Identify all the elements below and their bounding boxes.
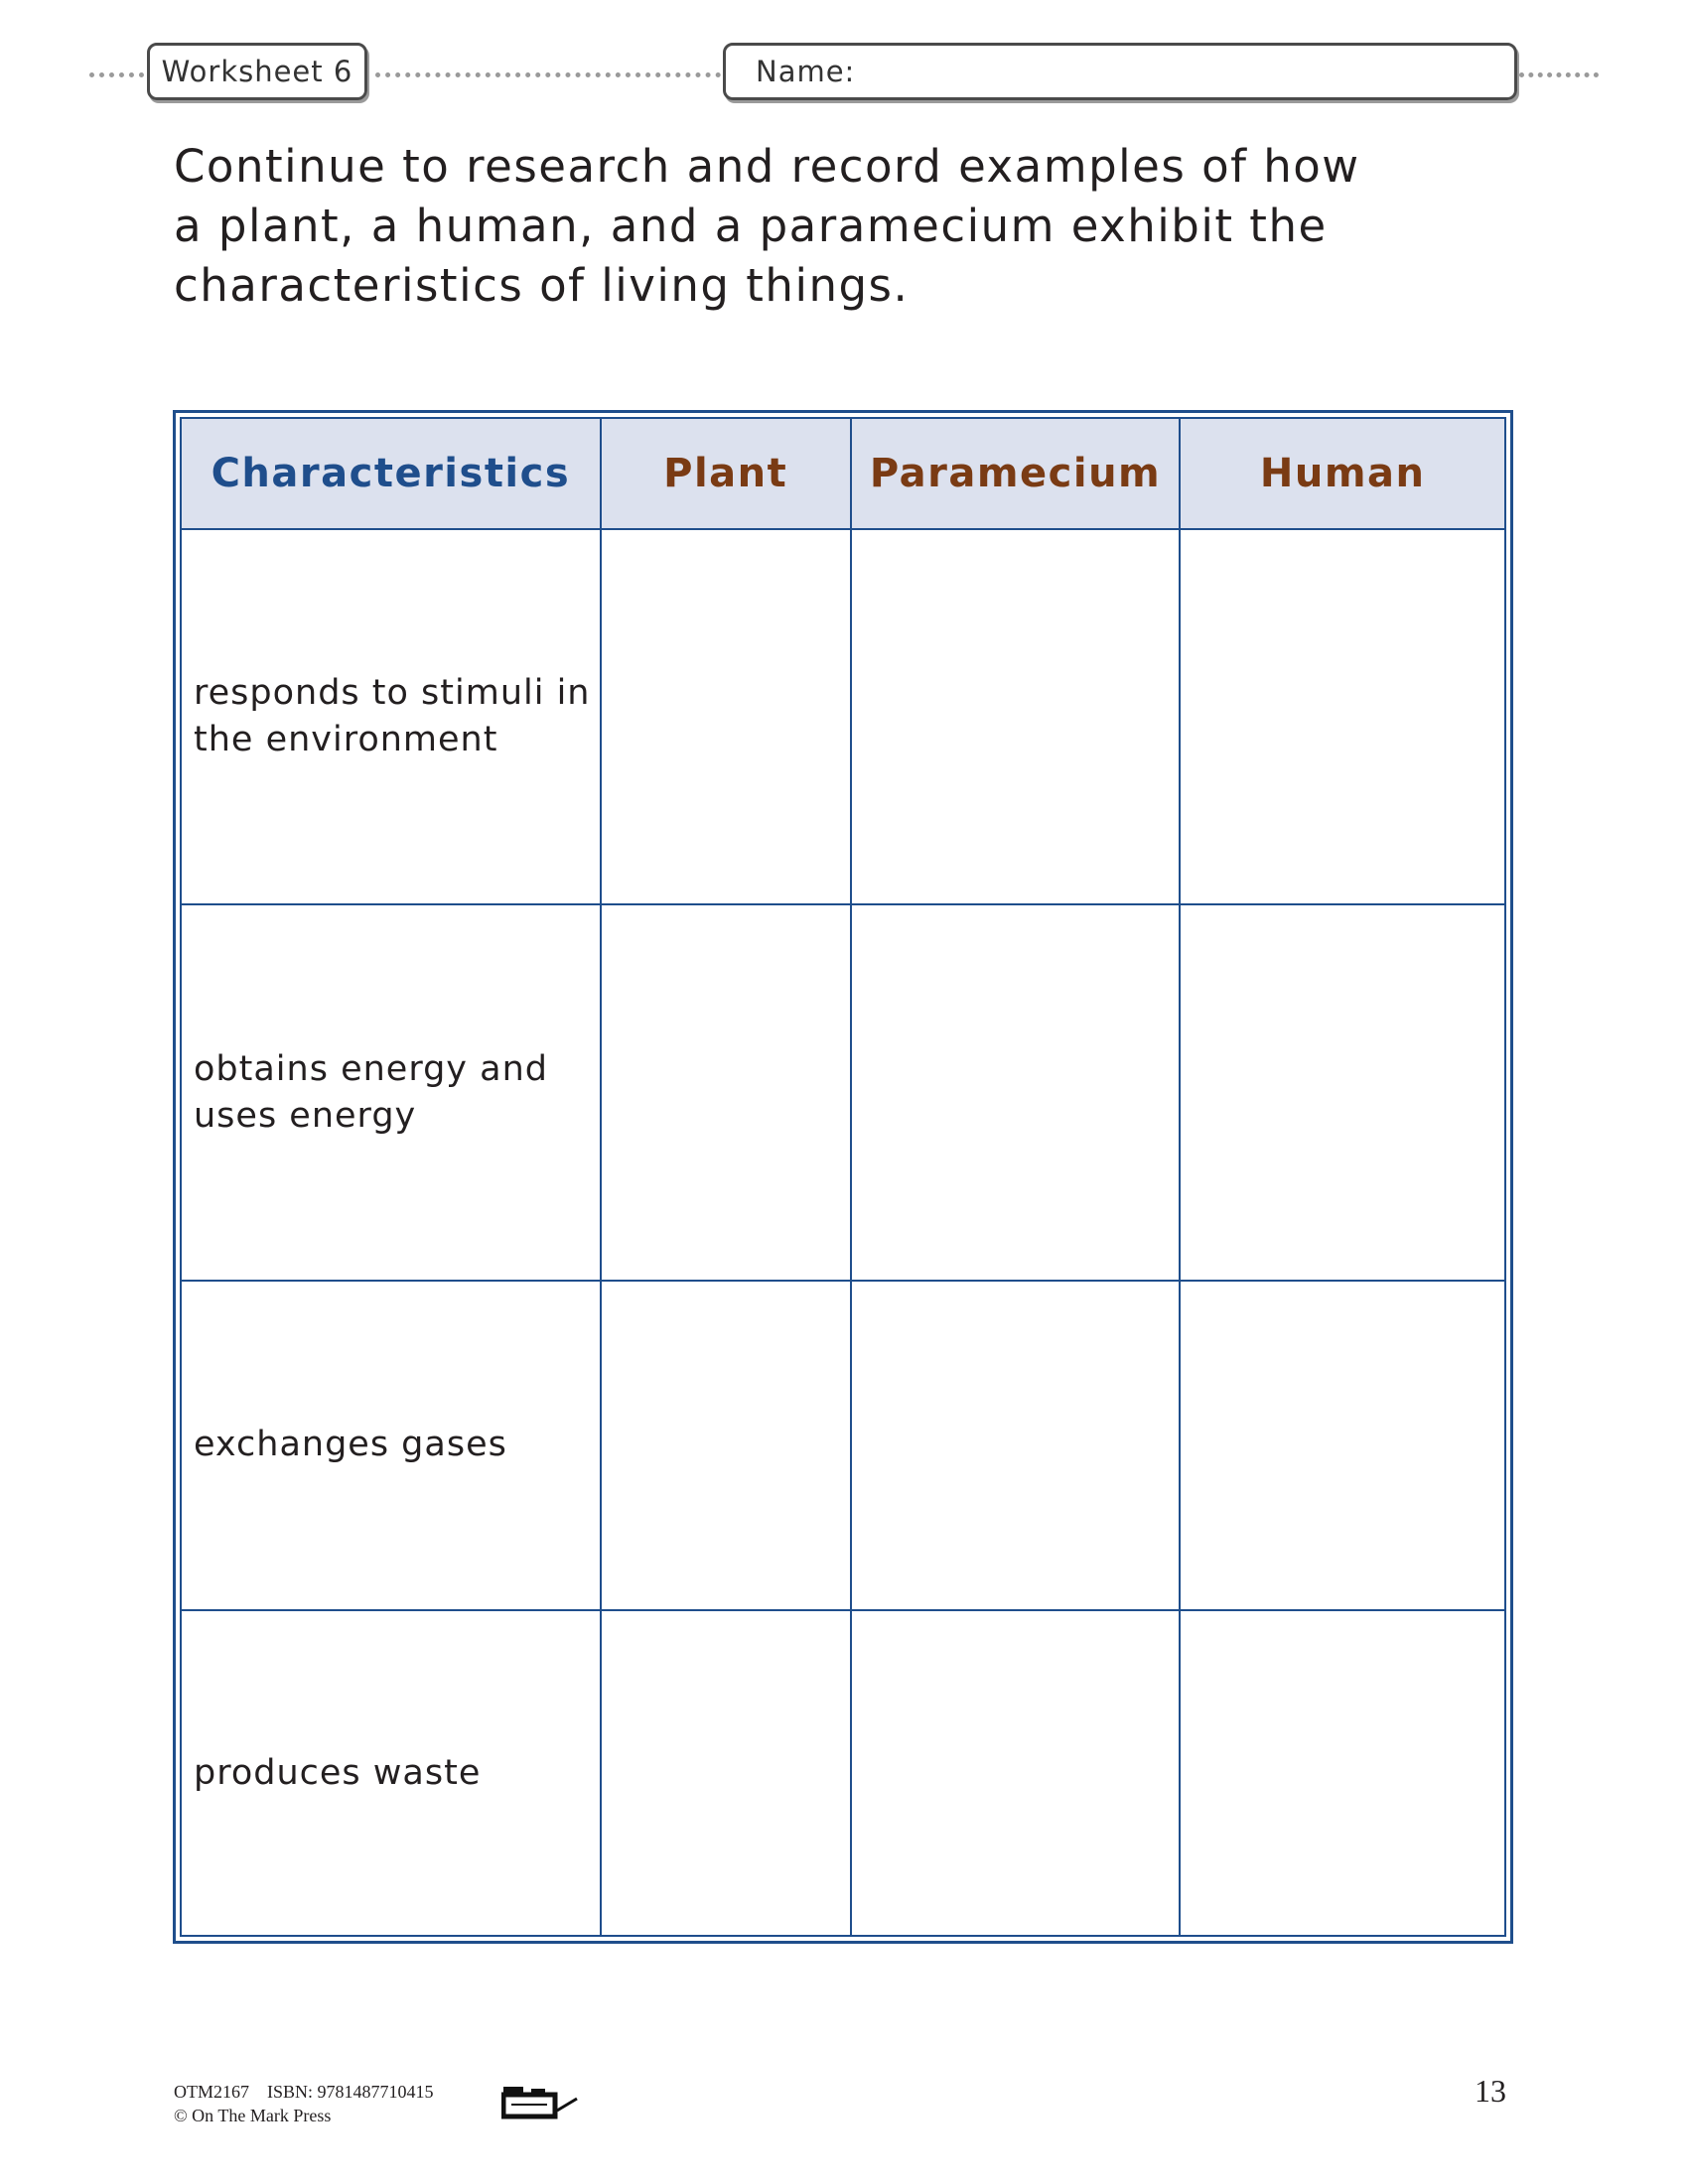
footer-code-isbn: OTM2167 ISBN: 9781487710415 [174,2082,434,2102]
characteristic-cell [181,529,601,904]
characteristic-cell [181,1281,601,1610]
human-answer-cell[interactable] [1180,1610,1505,1936]
dotted-rule-left [89,72,144,77]
paramecium-answer-cell[interactable] [851,1610,1181,1936]
characteristics-table [173,410,1513,1944]
characteristic-text-line-1: responds to stimuli in [194,673,591,714]
worksheet-label: Worksheet 6 [147,43,367,100]
human-answer-cell[interactable] [1180,1281,1505,1610]
plant-answer-cell[interactable] [601,1281,851,1610]
name-label: Name: [756,55,856,88]
human-answer-cell[interactable] [1180,529,1505,904]
header-human: Human [1180,418,1505,529]
human-answer-cell[interactable] [1180,904,1505,1280]
name-field[interactable] [723,43,1517,100]
paramecium-answer-cell[interactable] [851,529,1181,904]
header-paramecium: Paramecium [851,418,1181,529]
plant-answer-cell[interactable] [601,1610,851,1936]
paramecium-answer-cell[interactable] [851,904,1181,1280]
characteristic-text-line-1: produces waste [194,1752,482,1793]
characteristic-text-line-2: uses energy [194,1095,417,1136]
paramecium-answer-cell[interactable] [851,1281,1181,1610]
characteristic-text-line-1: exchanges gases [194,1425,507,1465]
characteristic-cell [181,904,601,1280]
dotted-rule-middle [375,72,721,77]
header-characteristics: Characteristics [181,418,601,529]
table-row [181,1610,1505,1936]
footer-publisher-info [174,2080,434,2127]
table-header-row [181,418,1505,529]
characteristic-text-line-2: the environment [194,720,498,760]
dotted-rule-right [1519,72,1599,77]
table-row [181,1281,1505,1610]
table-row [181,904,1505,1280]
instructions [174,137,1415,316]
plant-answer-cell[interactable] [601,529,851,904]
header-plant: Plant [601,418,851,529]
instructions-line-2: a plant, a human, and a paramecium exhibit the [174,200,1328,252]
characteristic-cell [181,1610,601,1936]
plant-answer-cell[interactable] [601,904,851,1280]
on-the-mark-press-logo-icon [501,2083,581,2122]
instructions-line-3: characteristics of living things. [174,259,910,312]
footer-copyright: © On The Mark Press [174,2106,332,2125]
page-number: 13 [1475,2073,1506,2109]
instructions-line-1: Continue to research and record examples of how [174,140,1360,193]
table-row [181,529,1505,904]
characteristic-text-line-1: obtains energy and [194,1048,548,1089]
